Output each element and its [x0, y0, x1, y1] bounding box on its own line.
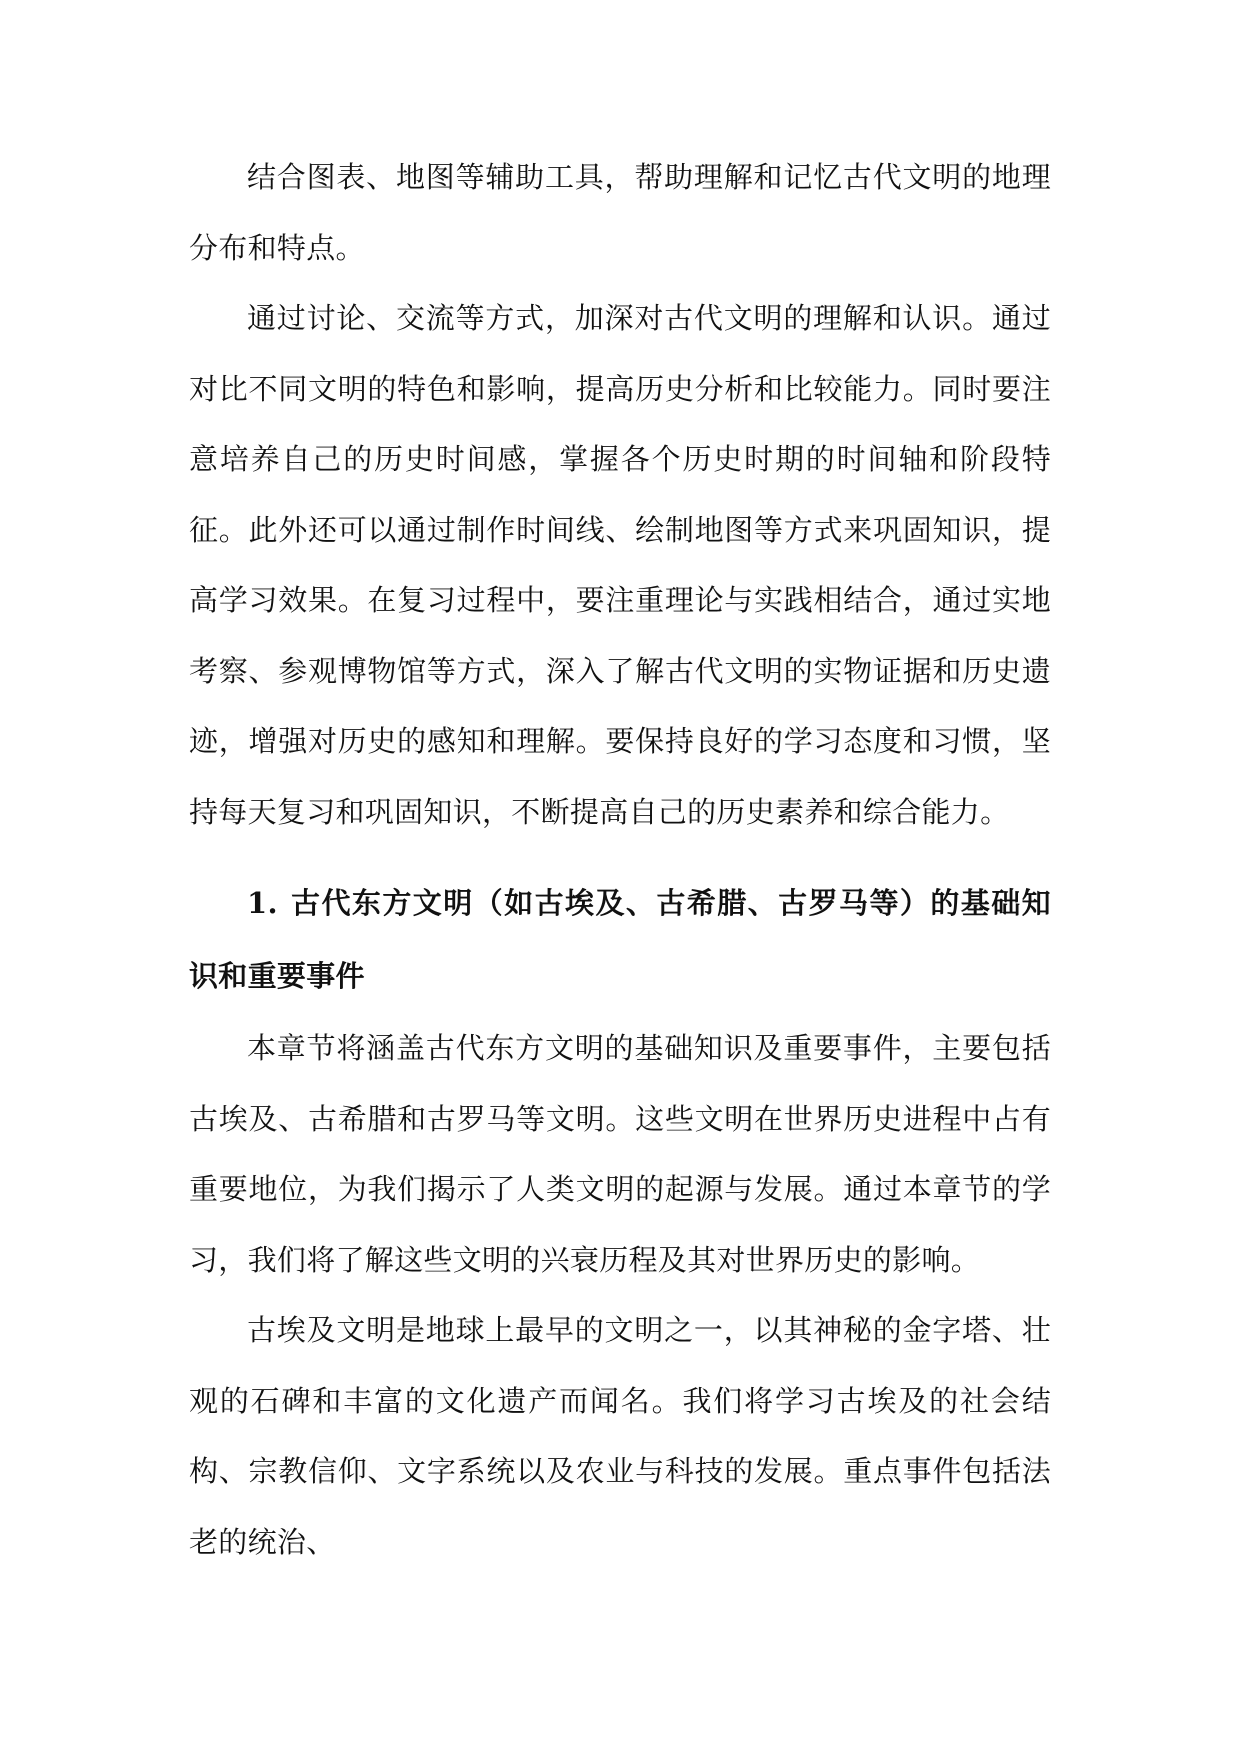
paragraph-map-tools: 结合图表、地图等辅助工具，帮助理解和记忆古代文明的地理分布和特点。 — [189, 160, 1051, 265]
paragraph-ancient-egypt: 古埃及文明是地球上最早的文明之一，以其神秘的金字塔、壮观的石碑和丰富的文化遗产而闻名。我们将学习古埃及的社会结构、宗教信仰、文字系统以及农业与科技的发展。重点事件包括法老的统治、 — [189, 1313, 1051, 1559]
paragraph-chapter-intro: 本章节将涵盖古代东方文明的基础知识及重要事件，主要包括古埃及、古希腊和古罗马等文明。这些文明在世界历史进程中占有重要地位，为我们揭示了人类文明的起源与发展。通过本章节的学习，我们将了解这些文明的兴衰历程及其对世界历史的影响。 — [189, 1031, 1051, 1277]
section-heading — [189, 867, 1051, 1013]
section-number: 1. — [247, 886, 278, 920]
paragraph-discussion-review: 通过讨论、交流等方式，加深对古代文明的理解和认识。通过对比不同文明的特色和影响，提高历史分析和比较能力。同时要注意培养自己的历史时间感，掌握各个历史时期的时间轴和阶段特征。此外还可以通过制作时间线、绘制地图等方式来巩固知识，提高学习效果。在复习过程中，要注重理论与实践相结合，通过实地考察、参观博物馆等方式，深入了解古代文明的实物证据和历史遗迹，增强对历史的感知和理解。要保持良好的学习态度和习惯，坚持每天复习和巩固知识，不断提高自己的历史素养和综合能力。 — [189, 301, 1051, 829]
page-content — [189, 142, 1051, 1577]
section-title: 古代东方文明（如古埃及、古希腊、古罗马等）的基础知识和重要事件 — [189, 886, 1051, 993]
